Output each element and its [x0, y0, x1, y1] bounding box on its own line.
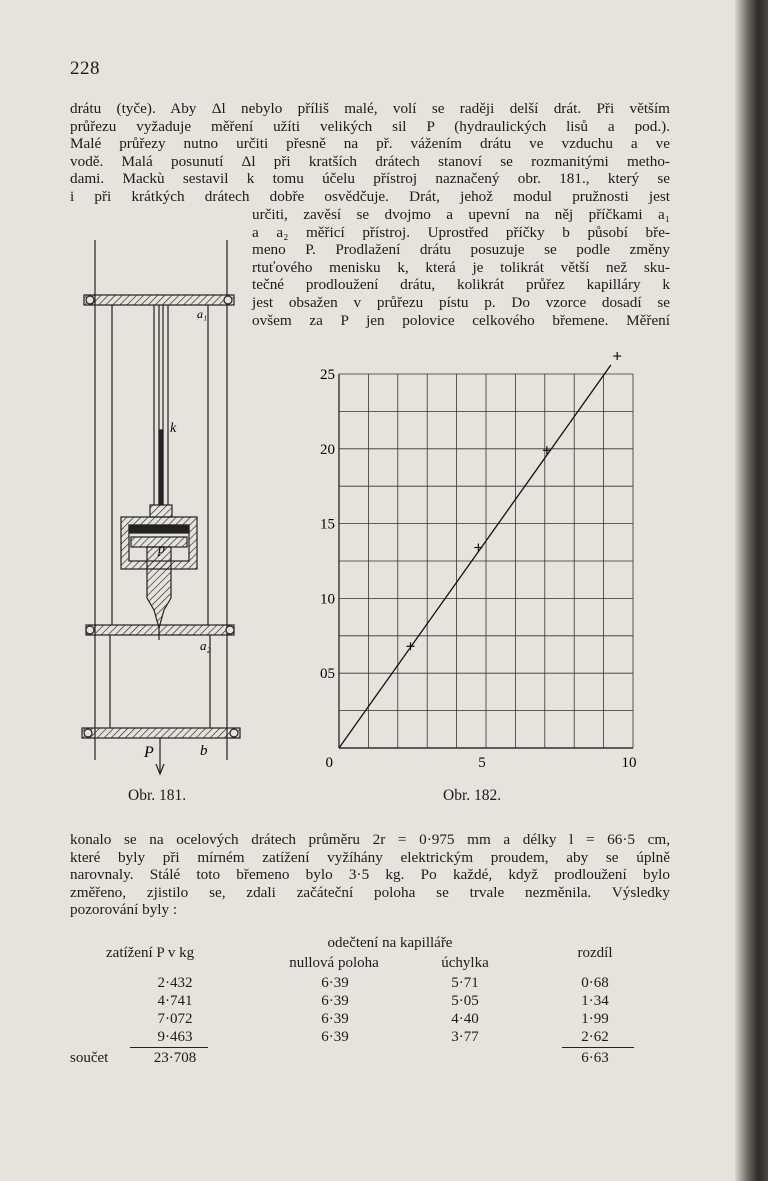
header-load: zatížení P v kg	[106, 945, 195, 961]
x-tick-label: 5	[478, 755, 486, 771]
text-line: narovnaly. Stálé toto břemeno bylo 3·5 kg. Po každé, když prodloužení bylo	[70, 866, 670, 884]
y-tick-label: 05	[320, 666, 335, 683]
table-row-4-defl: 3·77	[451, 1029, 479, 1045]
text-line: konalo se na ocelových drátech průměru 2r = 0·975 mm a délky l = 66·5 cm,	[70, 831, 670, 848]
x-tick-label: 0	[325, 755, 333, 771]
label-k: k	[170, 421, 177, 436]
caption-figure-181: Obr. 181.	[128, 787, 187, 804]
table-row-3-load: 7·072	[157, 1011, 193, 1027]
label-a2: a₂	[200, 638, 212, 653]
data-point-marker	[543, 446, 551, 454]
page-number: 228	[70, 58, 100, 79]
data-point-marker	[474, 544, 482, 552]
data-point-marker	[613, 352, 621, 360]
text-line: i při krátkých drátech dobře osvědčuje. Drát, jehož modul pružnosti jest	[70, 187, 670, 205]
text-line: meno P. Prodlažení drátu posuzuje se podle změny	[252, 241, 670, 259]
table-row-1-load: 2·432	[157, 975, 193, 991]
table-row-1-defl: 5·71	[451, 975, 479, 991]
table-row-2-diff: 1·34	[581, 993, 609, 1009]
table-row-4-zero: 6·39	[321, 1029, 349, 1045]
sum-rule-diff	[562, 1047, 634, 1048]
sum-diff: 6·63	[581, 1050, 609, 1066]
text-line: a a₂ měřicí přístroj. Uprostřed příčky b působí bře-	[252, 223, 670, 241]
text-line: vodě. Malá posunutí Δl při kratších drátech stanoví se rozmanitými metho-	[70, 152, 670, 170]
series-line	[339, 365, 611, 748]
header-group: odečtení na kapilláře	[327, 935, 453, 951]
text-line: Malé průřezy nutno určiti přesně na př. vážením drátu ve vzduchu a ve	[70, 135, 670, 153]
y-tick-label: 25	[320, 367, 335, 383]
text-line: drátu (tyče). Aby Δl nebylo příliš malé, volí se raději delší drát. Při větším	[70, 100, 670, 117]
text-line: rtuťového menisku k, která je tolikrát větší než sku-	[252, 258, 670, 276]
x-tick-label: 10	[621, 755, 637, 771]
caption-figure-182: Obr. 182.	[443, 787, 502, 804]
after-paragraph	[70, 831, 670, 919]
text-line: určiti, zavěsí se dvojmo a upevní na něj příčkami a₁	[252, 206, 670, 223]
text-line: které byly při mírném zatížení vyžíhány elektrickým proudem, aby se úplně	[70, 848, 670, 866]
table-row-1-zero: 6·39	[321, 975, 349, 991]
table-row-4-diff: 2·62	[581, 1029, 609, 1045]
table-row-3-defl: 4·40	[451, 1011, 479, 1027]
header-zero: nullová poloha	[289, 955, 379, 971]
y-tick-label: 10	[320, 591, 335, 608]
table-row-3-diff: 1·99	[581, 1011, 609, 1027]
label-a1: a₁	[197, 307, 208, 321]
table-row-1-diff: 0·68	[581, 975, 609, 991]
header-diff: rozdíl	[577, 945, 613, 961]
label-b: b	[200, 743, 208, 759]
sum-load: 23·708	[153, 1050, 197, 1066]
text-line: průřezu vyžaduje měření užíti velikých sil P (hydraulických lisů a pod.).	[70, 117, 670, 135]
table-row-4-load: 9·463	[157, 1029, 193, 1045]
text-line: dami. Mackù sestavil k tomu účelu přístroj naznačený obr. 181., který se	[70, 170, 670, 188]
sum-label: součet	[70, 1050, 109, 1066]
text-line: jest obsažen v průřezu pístu p. Do vzorce dosadí se	[252, 293, 670, 311]
table-row-2-load: 4·741	[157, 993, 193, 1009]
text-line: pozorování byly :	[70, 901, 178, 919]
label-p: p	[158, 542, 165, 557]
table-row-2-zero: 6·39	[321, 993, 349, 1009]
text-line: tečné prodloužení drátu, kolikrát průřez kapilláry k	[252, 276, 670, 294]
text-line: ovšem za P jen polovice celkového břemene. Měření	[252, 311, 670, 329]
table-row-2-defl: 5·05	[451, 993, 479, 1009]
header-defl: úchylka	[441, 955, 489, 971]
sum-rule-load	[130, 1047, 208, 1048]
y-tick-label: 15	[320, 516, 335, 533]
table-row-3-zero: 6·39	[321, 1011, 349, 1027]
y-tick-label: 20	[320, 441, 335, 458]
text-line: změřeno, zjistilo se, zdali začáteční poloha se trvale nezměnila. Výsledky	[70, 883, 670, 901]
label-P: P	[144, 744, 154, 761]
